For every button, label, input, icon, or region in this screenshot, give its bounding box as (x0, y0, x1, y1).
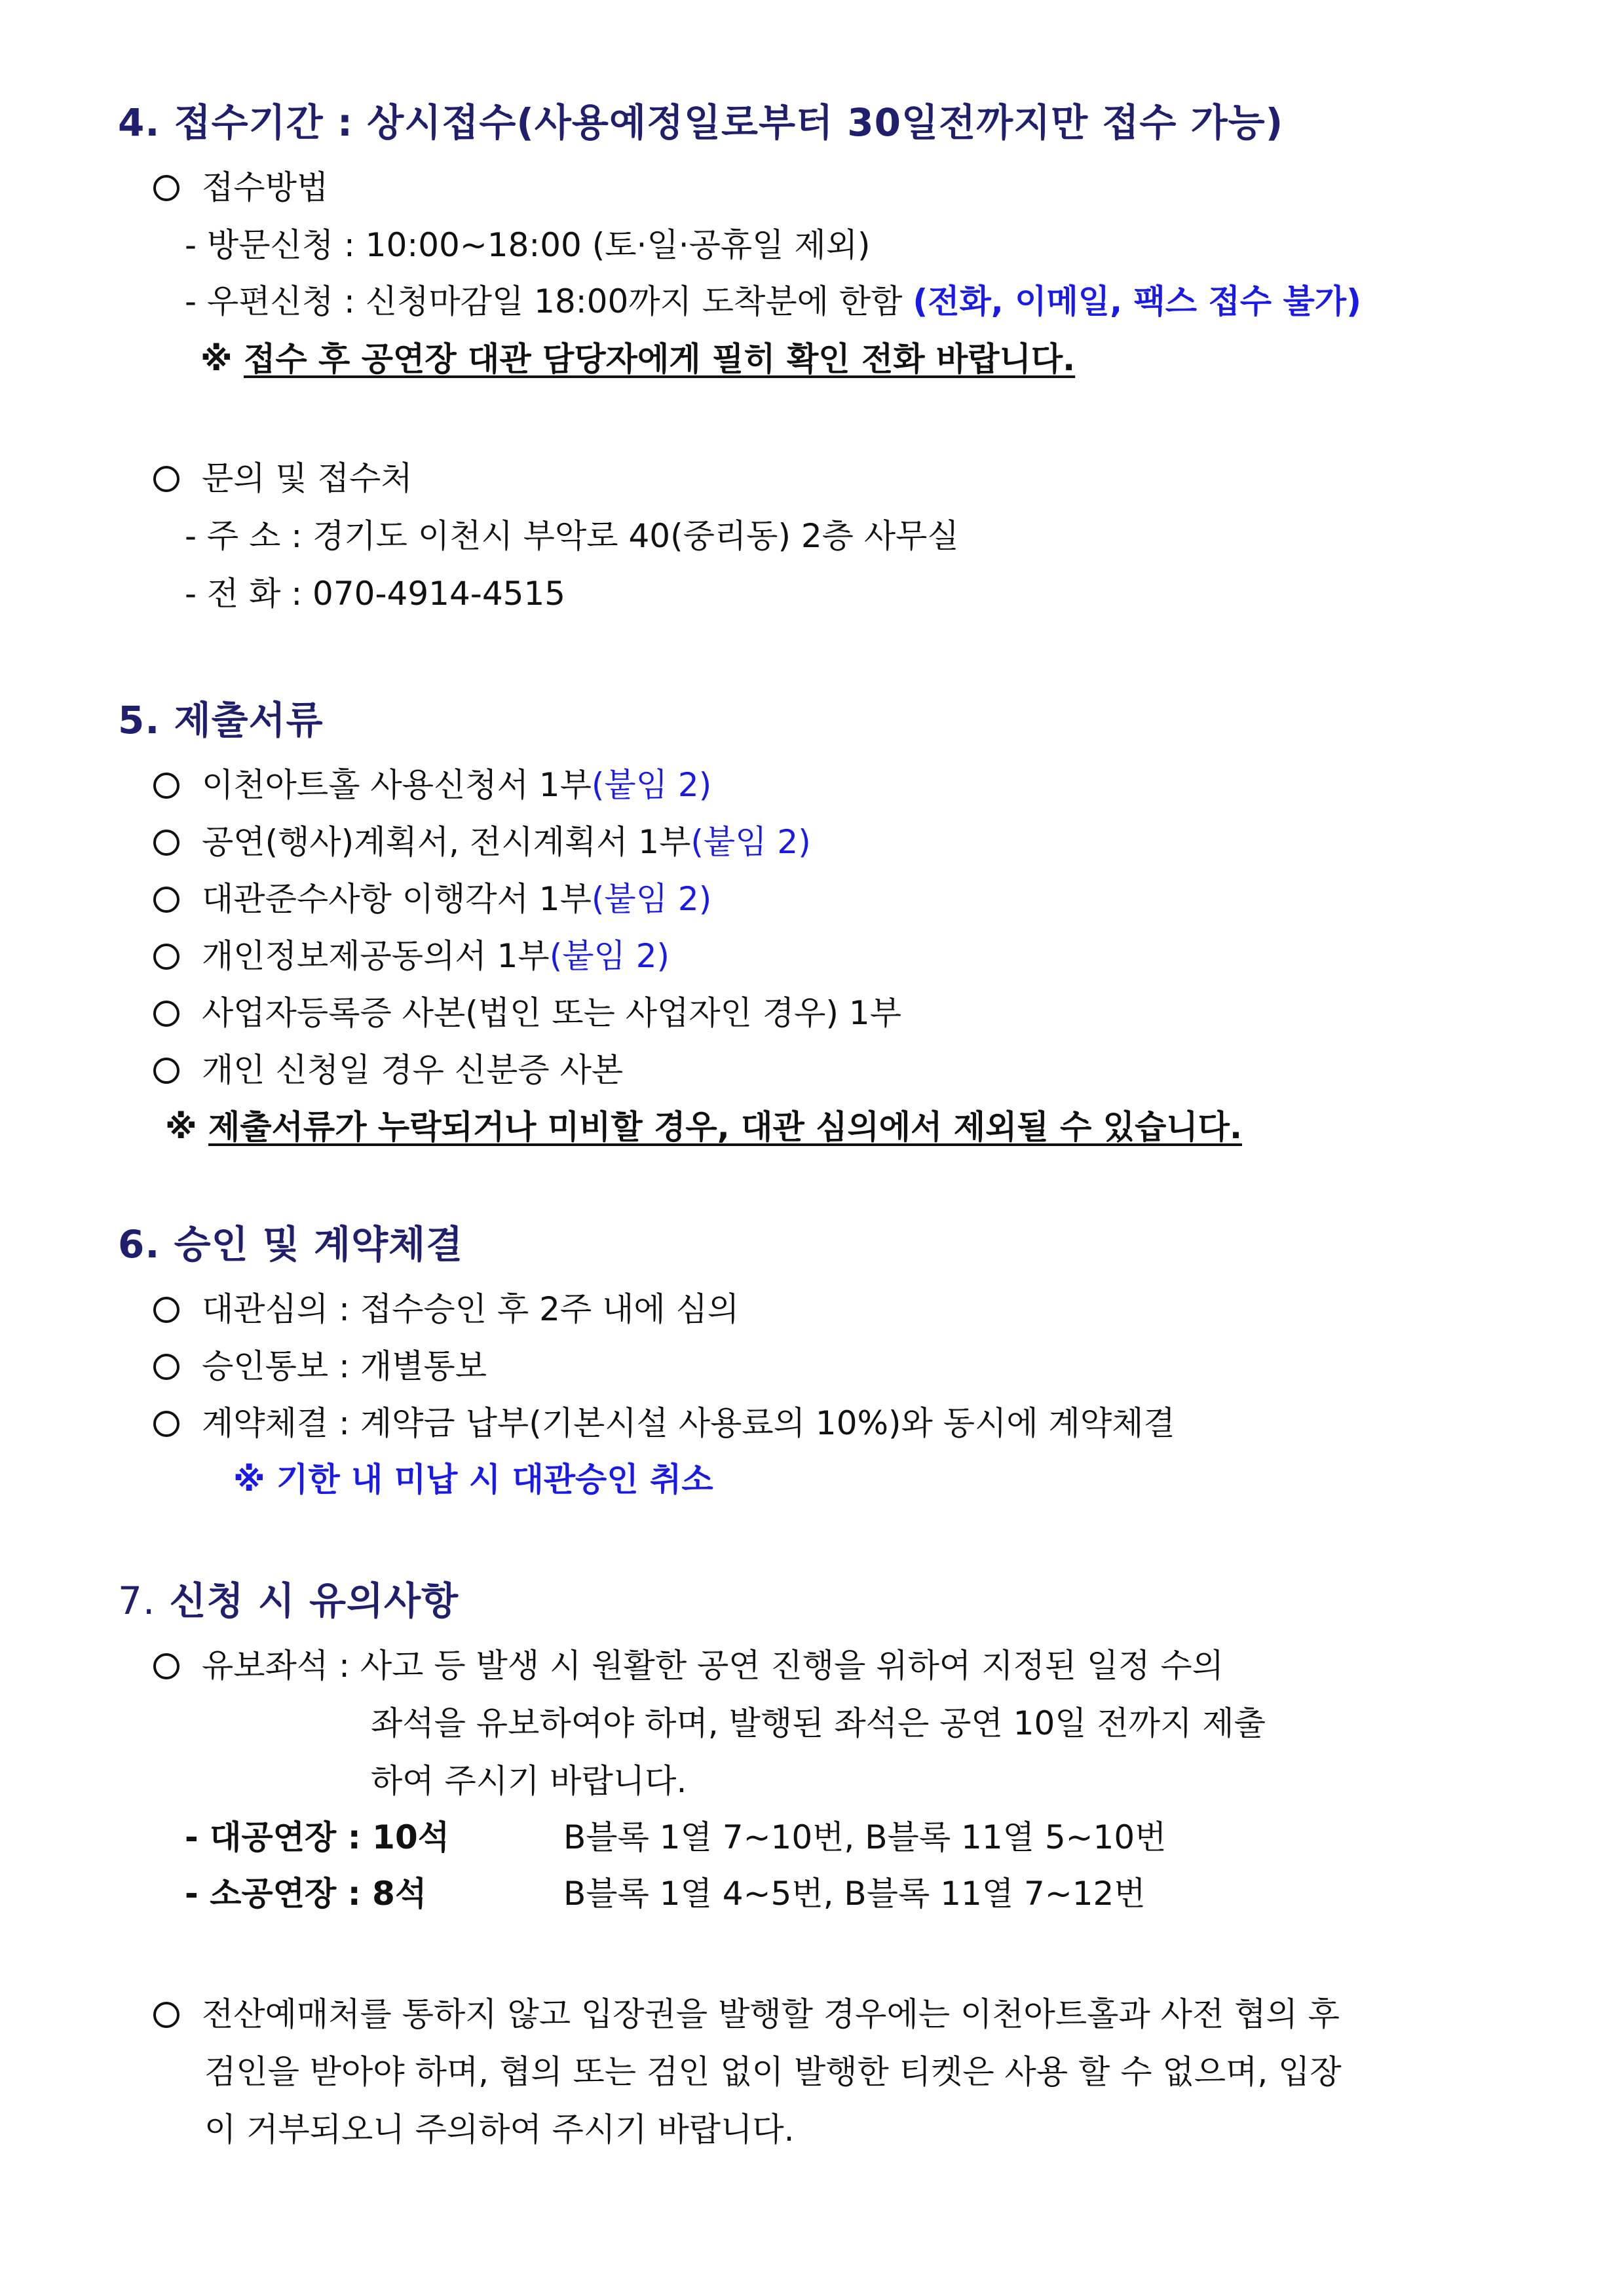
review-item (153, 1283, 739, 1330)
circle-bullet-icon (153, 887, 179, 913)
circle-bullet-icon (153, 175, 179, 201)
circle-bullet-icon (153, 1001, 179, 1027)
contract-item (153, 1397, 1175, 1444)
small-hall-seats: B블록 1열 4~5번, B블록 11열 7~12번 (563, 1875, 1146, 1913)
address-line: - 주 소 : 경기도 이천시 부악로 40(중리동) 2층 사무실 (185, 517, 959, 555)
visit-line: - 방문신청 : 10:00~18:00 (토·일·공휴일 제외) (185, 226, 871, 264)
contact-item (153, 452, 413, 499)
doc-item-text: 개인정보제공동의서 1부 (202, 937, 550, 975)
doc-item (153, 1044, 623, 1091)
circle-bullet-icon (153, 1297, 179, 1323)
section-6-title: 6. 승인 및 계약체결 (118, 1222, 464, 1267)
section-5-title: 5. 제출서류 (118, 698, 324, 742)
phone-line: - 전 화 : 070-4914-4515 (185, 575, 566, 613)
mail-restriction: (전화, 이메일, 팩스 접수 불가) (913, 282, 1361, 320)
reserve-line-3: 하여 주시기 바랍니다. (371, 1762, 687, 1800)
reserve-line-1: 사고 등 발생 시 원활한 공연 진행을 위하여 지정된 일정 수의 (360, 1647, 1224, 1685)
circle-bullet-icon (153, 466, 179, 492)
circle-bullet-icon (153, 773, 179, 799)
method-label: 접수방법 (202, 168, 329, 206)
contract-text: 계약체결 : 계약금 납부(기본시설 사용료의 10%)와 동시에 계약체결 (202, 1404, 1175, 1442)
doc-item-text: 대관준수사항 이행각서 1부 (202, 880, 592, 918)
ticket-line-3: 이 거부되오니 주의하여 주시기 바랍니다. (204, 2111, 795, 2149)
doc-item-text: 개인 신청일 경우 신분증 사본 (202, 1051, 624, 1089)
unpaid-note: ※ 기한 내 미납 시 대관승인 취소 (233, 1461, 713, 1499)
note-mark: ※ (165, 1108, 209, 1146)
ticket-line-1: 전산예매처를 통하지 않고 입장권을 발행할 경우에는 이천아트홀과 사전 협의 후 (202, 1995, 1340, 2033)
reserve-line-2: 좌석을 유보하여야 하며, 발행된 좌석은 공연 10일 전까지 제출 (371, 1704, 1266, 1742)
circle-bullet-icon (153, 2002, 179, 2028)
mail-text: - 우편신청 : 신청마감일 18:00까지 도착분에 한함 (185, 282, 913, 320)
doc-item-attach: (붙임 2) (591, 766, 712, 804)
missing-docs-note-text: 제출서류가 누락되거나 미비할 경우, 대관 심의에서 제외될 수 있습니다. (208, 1108, 1242, 1146)
ticket-item (153, 1988, 1340, 2035)
small-hall-label: - 소공연장 : 8석 (185, 1875, 427, 1913)
circle-bullet-icon (153, 1058, 179, 1084)
doc-item-text: 공연(행사)계획서, 전시계획서 1부 (202, 823, 691, 861)
method-item (153, 161, 328, 208)
doc-item-attach: (붙임 2) (549, 937, 670, 975)
doc-item-text: 이천아트홀 사용신청서 1부 (202, 766, 592, 804)
contact-label: 문의 및 접수처 (202, 459, 413, 497)
reserve-label: 유보좌석 : (202, 1647, 360, 1685)
doc-item (153, 759, 711, 806)
doc-item (153, 987, 901, 1034)
section-4-title: 4. 접수기간 : 상시접수(사용예정일로부터 30일전까지만 접수 가능) (118, 100, 1284, 145)
big-hall-seats: B블록 1열 7~10번, B블록 11열 5~10번 (563, 1818, 1167, 1856)
doc-item (153, 873, 711, 920)
section-7-title (118, 1570, 459, 1625)
doc-item-attach: (붙임 2) (690, 823, 811, 861)
mail-line (185, 275, 1361, 322)
notice-item (153, 1340, 487, 1387)
confirm-note (200, 333, 1075, 380)
circle-bullet-icon (153, 1411, 179, 1437)
doc-item-text: 사업자등록증 사본(법인 또는 사업자인 경우) 1부 (202, 994, 901, 1032)
notice-text: 승인통보 : 개별통보 (202, 1347, 487, 1385)
note-mark: ※ (200, 340, 244, 378)
doc-item (153, 930, 670, 977)
review-text: 대관심의 : 접수승인 후 2주 내에 심의 (202, 1290, 740, 1328)
ticket-line-2: 검인을 받아야 하며, 협의 또는 검인 없이 발행한 티켓은 사용 할 수 없으며, 입장 (204, 2053, 1342, 2091)
section-7-number: 7. (118, 1578, 156, 1623)
doc-item (153, 816, 811, 863)
big-hall-label: - 대공연장 : 10석 (185, 1818, 450, 1856)
confirm-note-text: 접수 후 공연장 대관 담당자에게 필히 확인 전화 바랍니다. (244, 340, 1076, 378)
circle-bullet-icon (153, 830, 179, 856)
circle-bullet-icon (153, 1354, 179, 1380)
missing-docs-note (165, 1101, 1242, 1148)
doc-item-attach: (붙임 2) (591, 880, 712, 918)
section-7-text: 신청 시 유의사항 (155, 1578, 459, 1623)
circle-bullet-icon (153, 944, 179, 970)
circle-bullet-icon (153, 1653, 179, 1679)
reserve-item (153, 1639, 1224, 1687)
